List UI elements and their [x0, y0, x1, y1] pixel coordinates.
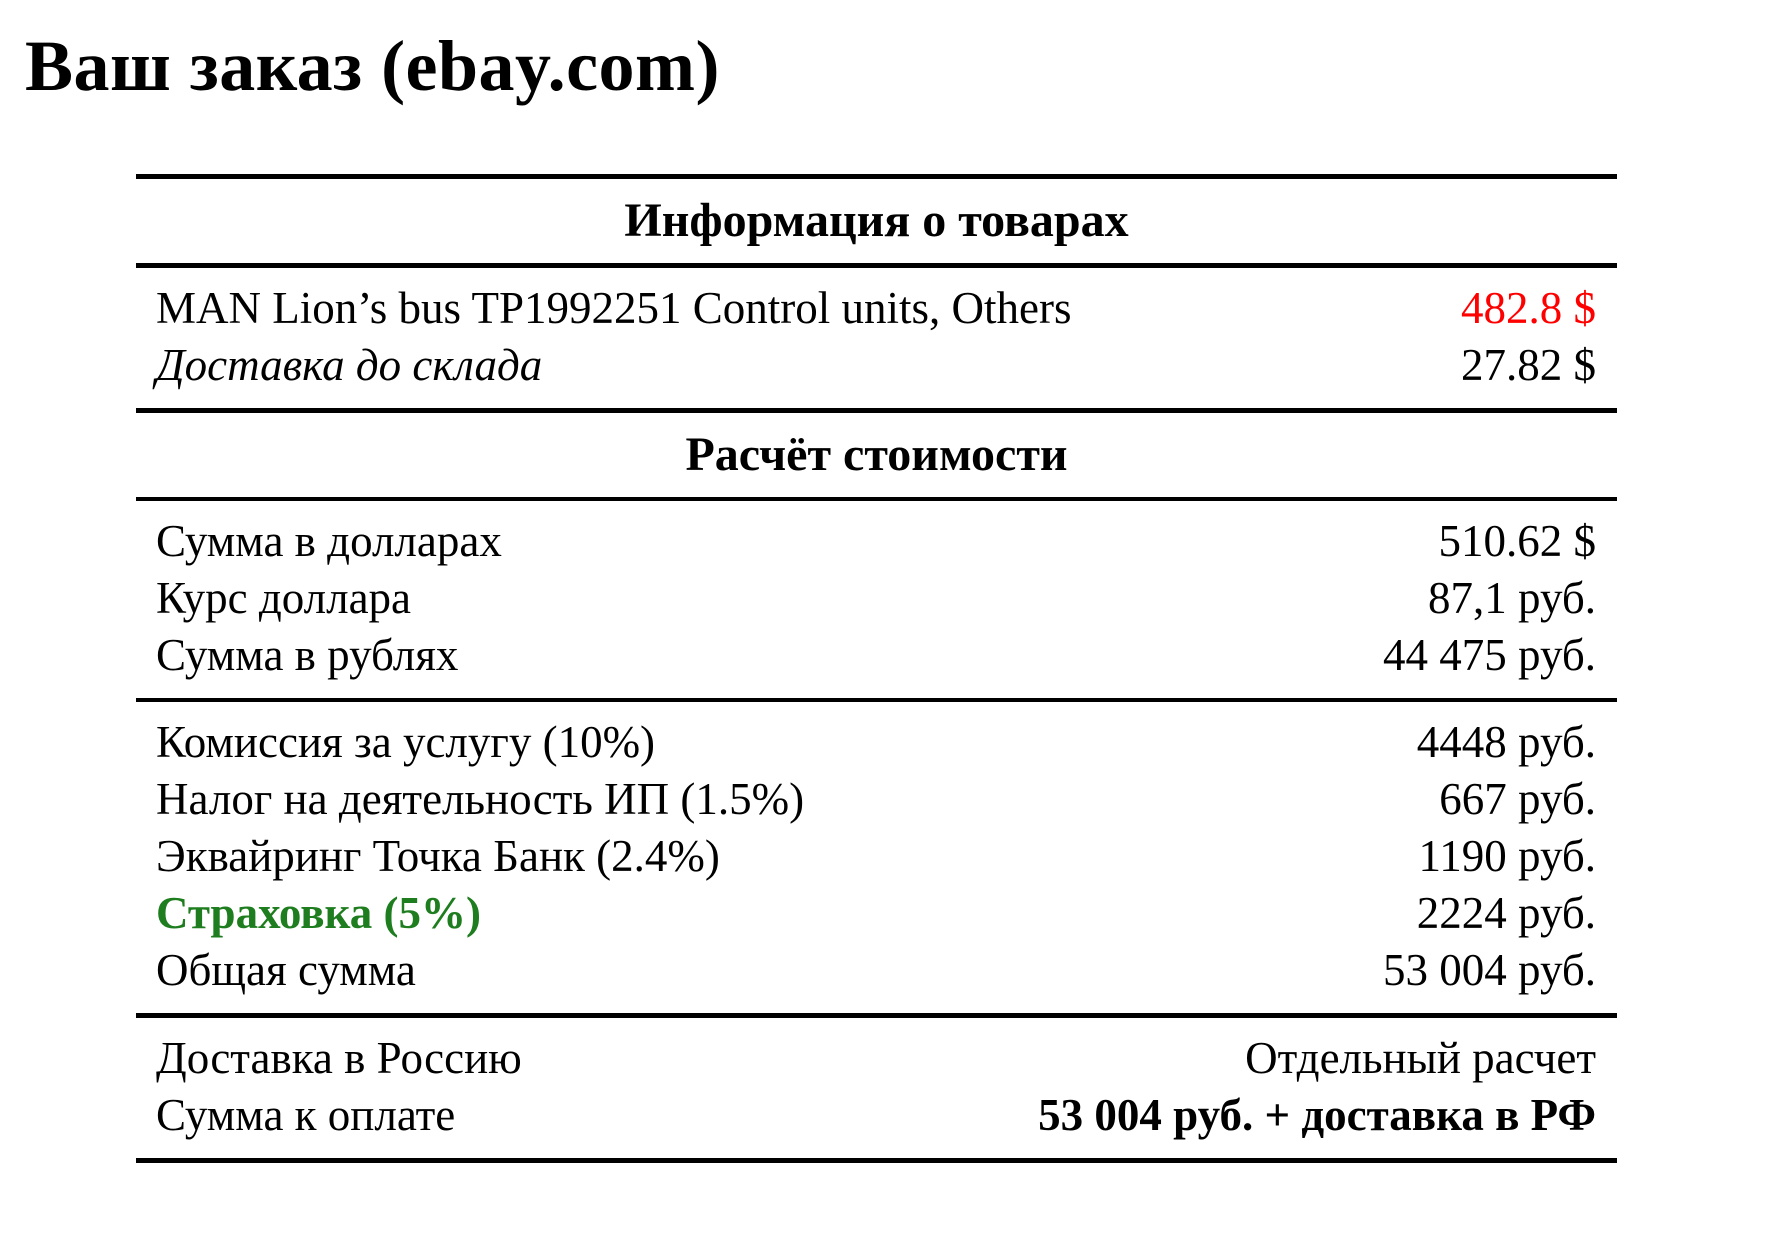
grand-total-row: [136, 942, 1617, 999]
product-row: [136, 280, 1617, 337]
row-value: 1190 руб.: [1418, 831, 1596, 881]
row-value: 667 руб.: [1439, 774, 1596, 824]
order-summary-table: [136, 174, 1617, 1163]
row-label: Сумма к оплате: [156, 1090, 456, 1140]
exchange-rate-row: [136, 570, 1617, 627]
row-label: Курс доллара: [156, 573, 412, 623]
warehouse-shipping-row: [136, 337, 1617, 394]
row-label: Доставка до склада: [156, 339, 543, 390]
row-label: Страховка (5%): [156, 888, 482, 938]
row-label: Доставка в Россию: [156, 1033, 522, 1083]
usd-total-row: [136, 513, 1617, 570]
row-value: 27.82 $: [1461, 339, 1596, 390]
insurance-row: [136, 885, 1617, 942]
row-label: Комиссия за услугу (10%): [156, 717, 656, 767]
page-title: Ваш заказ (ebay.com): [25, 26, 720, 106]
acquiring-row: [136, 828, 1617, 885]
row-label: MAN Lion’s bus TP1992251 Control units, Others: [156, 282, 1072, 333]
row-label: Эквайринг Точка Банк (2.4%): [156, 831, 720, 881]
row-label: Сумма в рублях: [156, 630, 459, 680]
delivery-group: [136, 1018, 1617, 1158]
row-value: 2224 руб.: [1416, 888, 1596, 938]
row-label: Общая сумма: [156, 945, 416, 995]
row-value: 44 475 руб.: [1383, 630, 1596, 680]
service-fee-row: [136, 714, 1617, 771]
row-value: 510.62 $: [1438, 516, 1596, 566]
rub-total-row: [136, 627, 1617, 684]
amount-due-row: [136, 1087, 1617, 1144]
fees-group: [136, 702, 1617, 1013]
row-value: 87,1 руб.: [1428, 573, 1596, 623]
amounts-group: [136, 501, 1617, 698]
products-group: [136, 268, 1617, 408]
row-value: 53 004 руб. + доставка в РФ: [1038, 1090, 1596, 1140]
section-header-calculation: Расчёт стоимости: [685, 427, 1068, 481]
row-label: Налог на деятельность ИП (1.5%): [156, 774, 805, 824]
row-value: 4448 руб.: [1416, 717, 1596, 767]
row-value: Отдельный расчет: [1245, 1033, 1596, 1083]
row-value: 53 004 руб.: [1383, 945, 1596, 995]
bottom-rule: [136, 1158, 1617, 1163]
russia-delivery-row: [136, 1030, 1617, 1087]
section-header-products: Информация о товарах: [624, 194, 1129, 247]
tax-row: [136, 771, 1617, 828]
row-value: 482.8 $: [1461, 282, 1596, 333]
row-label: Сумма в долларах: [156, 516, 502, 566]
